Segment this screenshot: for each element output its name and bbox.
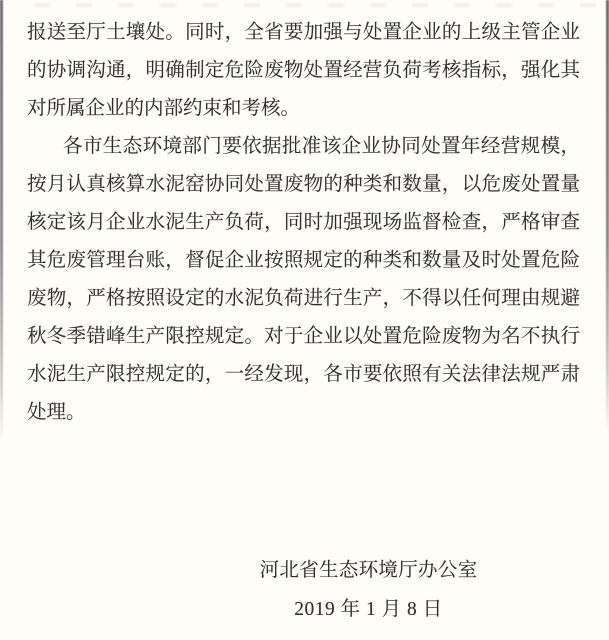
body-line: 秋冬季错峰生产限控规定。对于企业以处置危险废物为名不执行 bbox=[27, 326, 580, 347]
body-line: 各市生态环境部门要依据批准该企业协同处置年经营规模， bbox=[63, 136, 580, 157]
body-line: 废物，严格按照设定的水泥负荷进行生产，不得以任何理由规避 bbox=[27, 288, 580, 309]
body-line: 按月认真核算水泥窑协同处置废物的种类和数量，以危废处置量 bbox=[27, 174, 580, 195]
body-line: 处理。 bbox=[27, 402, 86, 423]
signature-date: 2019 年 1 月 8 日 bbox=[294, 599, 443, 620]
body-line: 的协调沟通，明确制定危险废物处置经营负荷考核指标，强化其 bbox=[27, 60, 580, 81]
scan-edge-left-line bbox=[0, 0, 3, 442]
body-line: 对所属企业的内部约束和考核。 bbox=[27, 98, 301, 119]
body-line: 报送至厅土壤处。同时，全省要加强与处置企业的上级主管企业 bbox=[27, 22, 580, 43]
scan-artifact-top-smudge bbox=[34, 3, 597, 7]
body-line: 核定该月企业水泥生产负荷，同时加强现场监督检查，严格审查 bbox=[27, 212, 580, 233]
paragraph-main bbox=[27, 128, 580, 432]
body-line: 其危废管理台账，督促企业按照规定的种类和数量及时处置危险 bbox=[27, 250, 580, 271]
document-body bbox=[27, 14, 580, 432]
signature-block bbox=[128, 551, 609, 629]
paragraph-continuation bbox=[27, 14, 580, 128]
signature-organization: 河北省生态环境厅办公室 bbox=[259, 560, 478, 581]
body-line: 水泥生产限控规定的，一经发现，各市要依照有关法律法规严肃 bbox=[27, 364, 580, 385]
